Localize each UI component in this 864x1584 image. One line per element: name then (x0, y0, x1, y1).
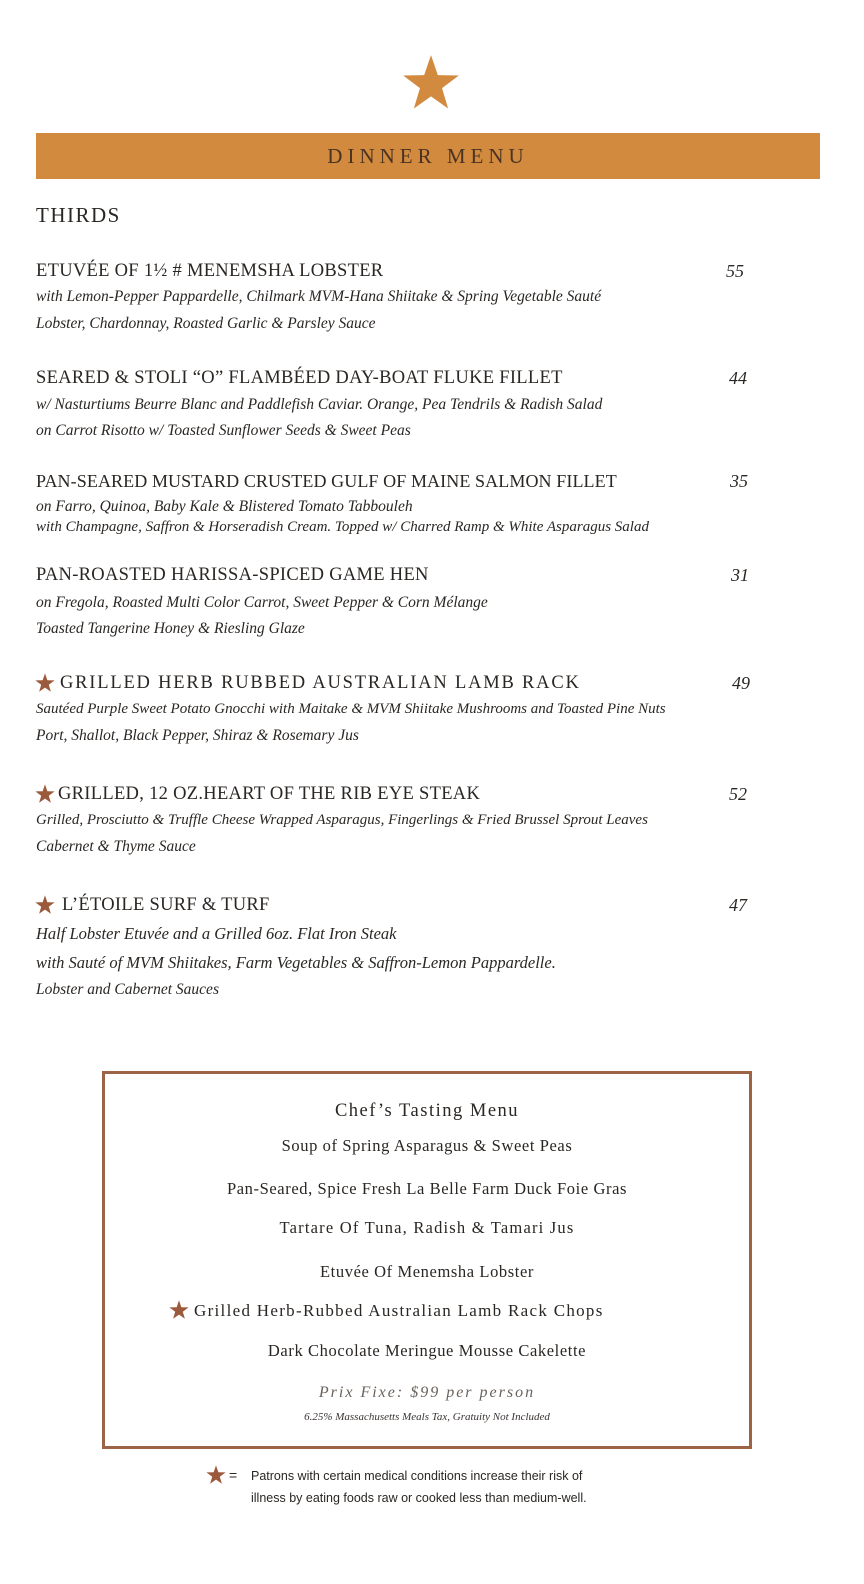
star-icon (402, 54, 460, 112)
menu-item-price: 49 (732, 673, 750, 693)
tasting-course: Tartare Of Tuna, Radish & Tamari Jus (279, 1218, 575, 1237)
menu-item-desc: on Farro, Quinoa, Baby Kale & Blistered Tomato Tabbouleh (36, 498, 413, 515)
star-icon (169, 1300, 189, 1320)
footnote-line: illness by eating foods raw or cooked less than medium-well. (251, 1491, 587, 1505)
menu-item-desc: on Fregola, Roasted Multi Color Carrot, Sweet Pepper & Corn Mélange (36, 594, 488, 611)
menu-item-desc: Lobster and Cabernet Sauces (36, 981, 219, 998)
menu-item-desc: with Sauté of MVM Shiitakes, Farm Vegetables & Saffron-Lemon Pappardelle. (36, 953, 556, 972)
tasting-course: Dark Chocolate Meringue Mousse Cakelette (267, 1341, 587, 1360)
footnote-line: Patrons with certain medical conditions increase their risk of (251, 1469, 583, 1483)
menu-item-name: PAN-ROASTED HARISSA-SPICED GAME HEN (36, 565, 429, 585)
menu-item-name: GRILLED HERB RUBBED AUSTRALIAN LAMB RACK (60, 673, 581, 693)
tasting-title: Chef’s Tasting Menu (334, 1101, 520, 1121)
menu-item-desc: Grilled, Prosciutto & Truffle Cheese Wrapped Asparagus, Fingerlings & Fried Brussel Sprout Leaves (36, 812, 648, 828)
tasting-prix: Prix Fixe: $99 per person (318, 1384, 536, 1401)
star-icon (35, 673, 55, 693)
star-icon (35, 784, 55, 804)
menu-item-name: L’ÉTOILE SURF & TURF (62, 895, 270, 915)
banner-title: DINNER MENU (327, 144, 529, 168)
tasting-course: Soup of Spring Asparagus & Sweet Peas (281, 1136, 573, 1155)
menu-item-desc: with Lemon-Pepper Pappardelle, Chilmark MVM-Hana Shiitake & Spring Vegetable Sauté (36, 288, 602, 305)
menu-item-desc: w/ Nasturtiums Beurre Blanc and Paddlefish Caviar. Orange, Pea Tendrils & Radish Salad (36, 396, 603, 413)
menu-item-desc: on Carrot Risotto w/ Toasted Sunflower Seeds & Sweet Peas (36, 422, 411, 439)
menu-item-desc: Half Lobster Etuvée and a Grilled 6oz. Flat Iron Steak (36, 924, 397, 943)
menu-item-name: GRILLED, 12 OZ.HEART OF THE RIB EYE STEAK (58, 784, 481, 804)
menu-item-price: 47 (729, 895, 747, 915)
menu-item-desc: Lobster, Chardonnay, Roasted Garlic & Parsley Sauce (36, 315, 376, 332)
menu-item-desc: with Champagne, Saffron & Horseradish Cream. Topped w/ Charred Ramp & White Asparagus Salad (36, 519, 649, 535)
tasting-tax-note: 6.25% Massachusetts Meals Tax, Gratuity Not Included (304, 1411, 550, 1423)
menu-banner (36, 133, 820, 179)
star-icon (35, 895, 55, 915)
tasting-course: Etuvée Of Menemsha Lobster (320, 1262, 534, 1281)
menu-item-price: 55 (726, 261, 744, 281)
menu-item-price: 31 (731, 565, 749, 585)
tasting-course: Grilled Herb-Rubbed Australian Lamb Rack Chops (194, 1301, 604, 1320)
menu-item-name: ETUVÉE OF 1½ # MENEMSHA LOBSTER (36, 261, 384, 281)
tasting-course: Pan-Seared, Spice Fresh La Belle Farm Duck Foie Gras (226, 1179, 628, 1198)
menu-item-desc: Toasted Tangerine Honey & Riesling Glaze (36, 620, 305, 637)
menu-item-name: SEARED & STOLI “O” FLAMBÉED DAY-BOAT FLUKE FILLET (36, 368, 563, 388)
menu-item-price: 52 (729, 784, 747, 804)
menu-item-price: 35 (730, 471, 748, 491)
section-title: THIRDS (36, 203, 121, 227)
footnote-equals: = (229, 1467, 238, 1483)
menu-item-desc: Port, Shallot, Black Pepper, Shiraz & Rosemary Jus (36, 727, 359, 744)
menu-item-name: PAN-SEARED MUSTARD CRUSTED GULF OF MAINE SALMON FILLET (36, 471, 617, 491)
menu-item-desc: Sautéed Purple Sweet Potato Gnocchi with Maitake & MVM Shiitake Mushrooms and Toasted Pine Nuts (36, 701, 666, 717)
star-icon (206, 1465, 226, 1485)
menu-item-desc: Cabernet & Thyme Sauce (36, 838, 196, 855)
menu-item-price: 44 (729, 368, 747, 388)
